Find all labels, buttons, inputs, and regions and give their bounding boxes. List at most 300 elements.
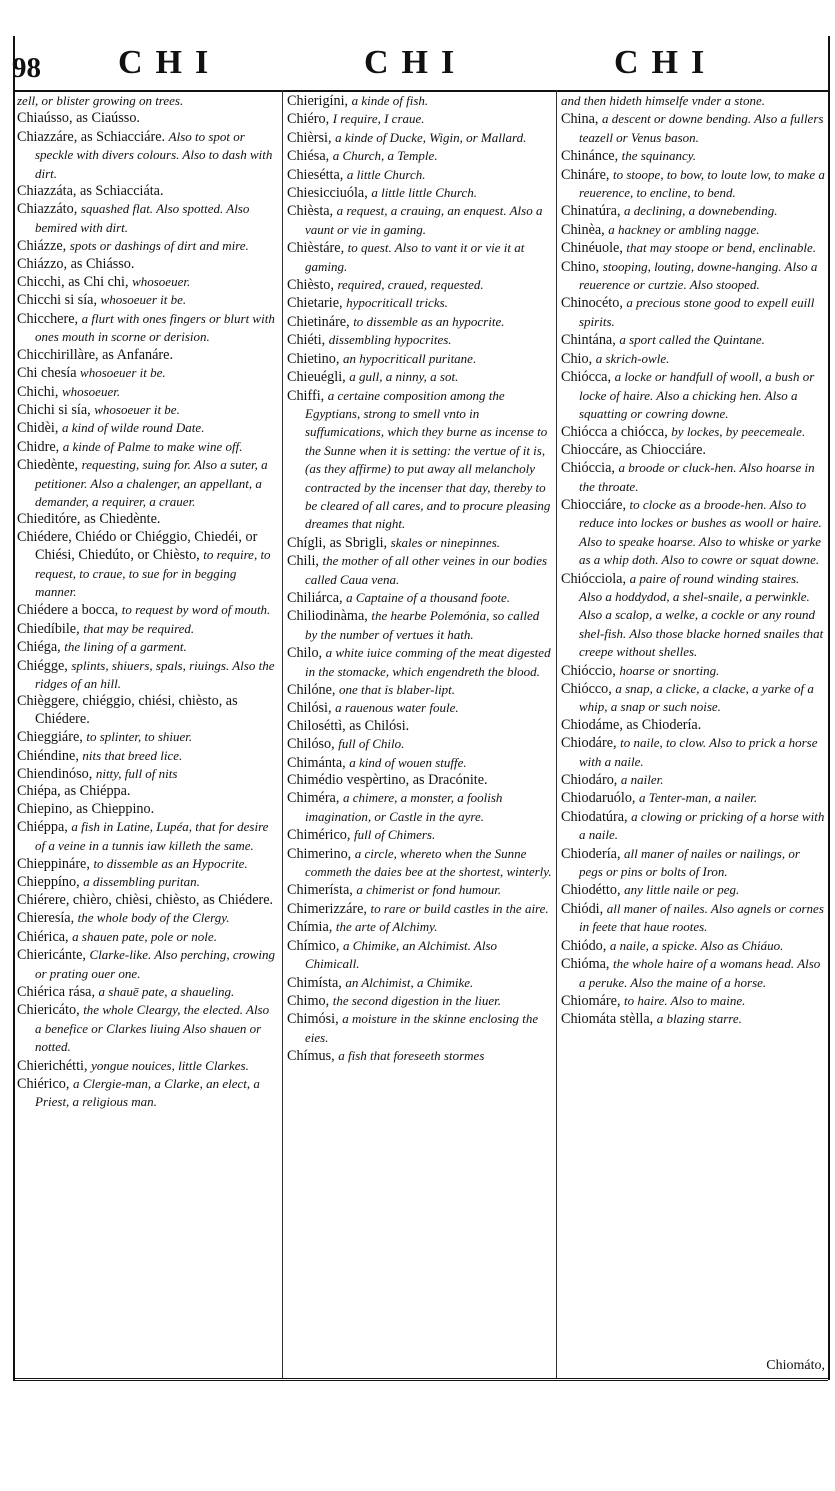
dictionary-entry bbox=[17, 438, 278, 456]
entry-definition: a shauen pate, pole or nole. bbox=[72, 928, 217, 944]
entry-definition: a Captaine of a thousand foote. bbox=[346, 589, 511, 605]
entry-headword: Chiésa, bbox=[287, 148, 330, 165]
entry-definition: a kinde of Palme to make wine off. bbox=[62, 438, 243, 454]
dictionary-entry bbox=[17, 237, 278, 255]
dictionary-entry bbox=[17, 310, 278, 347]
entry-definition: the whole haire of a womans head. Also a peruke. Also the maine of a horse. bbox=[579, 956, 821, 990]
dictionary-entry bbox=[287, 754, 552, 772]
entry-definition: hoarse or snorting. bbox=[619, 662, 720, 678]
entry-headword: Chimósi, bbox=[287, 1011, 339, 1028]
dictionary-entry bbox=[287, 350, 552, 368]
entry-headword: Chiéga, bbox=[17, 639, 61, 656]
entry-headword: Chiazzáta, as Schiacciáta. bbox=[17, 183, 164, 200]
entry-definition: whosoeuer. bbox=[61, 383, 121, 399]
entry-definition: dissembling hypocrites. bbox=[328, 332, 452, 348]
entry-headword: Chieppináre, bbox=[17, 856, 90, 873]
entry-headword: Chidre, bbox=[17, 438, 60, 455]
entry-headword: Chicchi si sía, bbox=[17, 292, 97, 309]
entry-definition: a precious stone good to expell euill spirits. bbox=[579, 295, 815, 329]
entry-definition: a sport called the Quintane. bbox=[619, 332, 765, 348]
dictionary-entry bbox=[287, 387, 552, 534]
entry-headword: Chièsto, bbox=[287, 277, 334, 294]
entry-definition: Clarke-like. Also perching, crowing or prating ouer one. bbox=[35, 947, 275, 981]
dictionary-entry bbox=[561, 442, 825, 459]
entry-definition: one that is blaber-lipt. bbox=[339, 682, 456, 697]
entry-headword: Chiérica, bbox=[17, 928, 69, 945]
dictionary-entry bbox=[287, 607, 552, 644]
running-head-left: CHI bbox=[118, 44, 222, 81]
entry-headword: Chimédio vespèrtino, as Dracónite. bbox=[287, 772, 488, 789]
dictionary-entry bbox=[287, 552, 552, 589]
dictionary-entry bbox=[287, 974, 552, 992]
entry-definition: I require, I craue. bbox=[332, 111, 425, 127]
entry-definition: to quest. Also to vant it or vie it at gaming. bbox=[305, 240, 525, 274]
dictionary-entry bbox=[17, 401, 278, 419]
dictionary-entry bbox=[17, 364, 278, 382]
entry-definition: a chimerist or fond humour. bbox=[356, 882, 502, 898]
entry-definition: yongue nouices, little Clarkes. bbox=[91, 1057, 249, 1073]
entry-headword: Chiérica rása, bbox=[17, 983, 95, 1000]
entry-headword: Chinatúra, bbox=[561, 203, 621, 220]
entry-headword: Chiomáta stèlla, bbox=[561, 1011, 654, 1028]
entry-definition: a gull, a ninny, a sot. bbox=[349, 369, 459, 385]
entry-definition: a kind of wouen stuffe. bbox=[349, 754, 467, 770]
entry-headword: Chímico, bbox=[287, 937, 340, 954]
dictionary-entry bbox=[561, 350, 825, 368]
dictionary-entry bbox=[561, 92, 825, 110]
entry-definition: full of Chilo. bbox=[338, 736, 405, 752]
entry-definition: full of Chimers. bbox=[353, 827, 436, 843]
entry-definition: a shauē pate, a shaueling. bbox=[98, 983, 235, 999]
entry-definition: a paire of round winding staires. Also a hoddydod, a shel-snaile, a perwinkle. Also a scalop, a welke, a cockle or any round shel-fish. Also those blacke horned snailes that creepe without shelles. bbox=[579, 570, 824, 660]
dictionary-entry bbox=[287, 735, 552, 753]
dictionary-entry bbox=[287, 202, 552, 239]
entry-definition: and then hideth himselfe vnder a stone. bbox=[561, 93, 765, 108]
dictionary-entry bbox=[287, 331, 552, 349]
dictionary-entry bbox=[17, 511, 278, 528]
entry-definition: to haire. Also to maine. bbox=[624, 992, 746, 1008]
dictionary-entry bbox=[17, 928, 278, 946]
entry-headword: Chièstáre, bbox=[287, 240, 345, 257]
entry-headword: Chiodaruólo, bbox=[561, 790, 636, 807]
entry-definition: a descent or downe bending. Also a fullers teazell or Venus bason. bbox=[579, 111, 824, 145]
entry-headword: Chieggiáre, bbox=[17, 729, 83, 746]
running-head-center: CHI bbox=[364, 44, 468, 81]
entry-definition: the whole Cleargy, the elected. Also a benefice or Clarkes liuing Also shauen or notted. bbox=[35, 1002, 270, 1055]
dictionary-entry bbox=[287, 313, 552, 331]
entry-definition: a little Church. bbox=[346, 166, 426, 182]
entry-headword: Chili, bbox=[287, 553, 319, 570]
dictionary-entry bbox=[17, 256, 278, 273]
dictionary-entry bbox=[287, 845, 552, 882]
entry-headword: Chiffi, bbox=[287, 387, 325, 404]
entry-headword: Chinánce, bbox=[561, 148, 619, 165]
page-header bbox=[0, 40, 835, 90]
dictionary-entry bbox=[17, 909, 278, 927]
entry-headword: Chieditóre, as Chiedènte. bbox=[17, 511, 161, 528]
entry-headword: Chiéro, bbox=[287, 111, 330, 128]
entry-headword: Chiepino, as Chieppino. bbox=[17, 800, 155, 817]
entry-headword: Chiomáre, bbox=[561, 992, 621, 1009]
entry-definition: a little little Church. bbox=[371, 185, 478, 201]
entry-headword: Chióma, bbox=[561, 956, 610, 973]
dictionary-entry bbox=[561, 110, 825, 147]
entry-definition: zell, or blister growing on trees. bbox=[17, 93, 184, 108]
entry-headword: Chiéti, bbox=[287, 332, 326, 349]
catchword: Chiomáto, bbox=[766, 1358, 825, 1373]
entry-definition: a kinde of fish. bbox=[351, 93, 429, 108]
dictionary-entry bbox=[287, 239, 552, 276]
dictionary-entry bbox=[17, 855, 278, 873]
entry-headword: Chináre, bbox=[561, 166, 610, 183]
dictionary-entry bbox=[287, 276, 552, 294]
dictionary-entry bbox=[17, 638, 278, 656]
dictionary-entry bbox=[561, 734, 825, 771]
dictionary-entry bbox=[561, 992, 825, 1010]
entry-headword: Chietináre, bbox=[287, 313, 350, 330]
dictionary-entry bbox=[287, 900, 552, 918]
entry-headword: Chiliodinàma, bbox=[287, 608, 368, 625]
entry-headword: Chimerizzáre, bbox=[287, 900, 367, 917]
dictionary-entry bbox=[17, 601, 278, 619]
dictionary-entry bbox=[17, 620, 278, 638]
entry-definition: to clocke as a broode-hen. Also to reduce into lockes or bushes as wooll or haire. Also to speake hoarse. Also to whiske or yarke as a whip doth. Also to cowre or squat downe. bbox=[579, 496, 822, 568]
entry-headword: Chimo, bbox=[287, 992, 330, 1009]
entry-definition: a blazing starre. bbox=[656, 1011, 742, 1027]
dictionary-entry bbox=[287, 368, 552, 386]
dictionary-entry bbox=[287, 644, 552, 681]
entry-definition: whosoeuer it be. bbox=[94, 401, 180, 417]
entry-headword: Chímia, bbox=[287, 919, 333, 936]
running-head-right: CHI bbox=[614, 44, 718, 81]
dictionary-entry bbox=[17, 1075, 278, 1112]
entry-headword: Chiéndine, bbox=[17, 747, 79, 764]
entry-headword: Chièsta, bbox=[287, 203, 334, 220]
dictionary-entry bbox=[17, 873, 278, 891]
dictionary-entry bbox=[561, 258, 825, 295]
entry-headword: Chiazzáto, bbox=[17, 201, 78, 218]
entry-definition: nitty, full of nits bbox=[95, 766, 178, 782]
dictionary-entry bbox=[17, 529, 278, 602]
entry-headword: Chiendinóso, bbox=[17, 766, 93, 783]
dictionary-entry bbox=[561, 771, 825, 789]
entry-headword: Chiesétta, bbox=[287, 166, 344, 183]
entry-headword: Chietino, bbox=[287, 350, 340, 367]
dictionary-entry bbox=[561, 166, 825, 203]
entry-definition: an Alchimist, a Chimike. bbox=[345, 974, 474, 990]
entry-headword: Chieresía, bbox=[17, 910, 75, 927]
dictionary-entry bbox=[561, 845, 825, 882]
entry-definition: to stoope, to bow, to loute low, to make a reuerence, to encline, to bend. bbox=[579, 166, 825, 201]
entry-headword: Chicchere, bbox=[17, 310, 79, 327]
entry-headword: Chiázzo, as Chiásso. bbox=[17, 255, 135, 272]
entry-headword: Chimerísta, bbox=[287, 882, 353, 899]
entry-headword: Chióccio, bbox=[561, 662, 616, 679]
dictionary-entry bbox=[17, 946, 278, 983]
entry-headword: Chiodería, bbox=[561, 845, 621, 862]
dictionary-entry bbox=[17, 456, 278, 511]
dictionary-entry bbox=[561, 881, 825, 899]
entry-definition: a Clergie-man, a Clarke, an elect, a Priest, a religious man. bbox=[35, 1075, 260, 1110]
entry-headword: Chimánta, bbox=[287, 754, 346, 771]
entry-definition: whosoeuer it be. bbox=[80, 365, 166, 381]
entry-headword: Chiépa, as Chiéppa. bbox=[17, 783, 131, 800]
dictionary-entry bbox=[561, 900, 825, 937]
entry-definition: a chimere, a monster, a foolish imagination, or Castle in the ayre. bbox=[305, 790, 503, 824]
entry-definition: splints, shiuers, spals, riuings. Also the ridges of an hill. bbox=[35, 657, 275, 691]
entry-definition: nits that breed lice. bbox=[82, 747, 183, 763]
entry-definition: the lining of a garment. bbox=[64, 639, 187, 655]
dictionary-entry bbox=[287, 789, 552, 826]
dictionary-entry bbox=[17, 273, 278, 291]
dictionary-entry bbox=[287, 147, 552, 165]
dictionary-entry bbox=[17, 983, 278, 1001]
entry-headword: Chiliárca, bbox=[287, 589, 343, 606]
dictionary-entry bbox=[17, 291, 278, 309]
entry-definition: by lockes, by peecemeale. bbox=[671, 424, 806, 440]
column-divider bbox=[556, 90, 557, 1378]
entry-definition: the arte of Alchimy. bbox=[335, 919, 438, 935]
entry-headword: Chiérere, chièro, chièsi, chièsto, as Chiédere. bbox=[17, 891, 274, 908]
entry-headword: Chiérico, bbox=[17, 1075, 70, 1092]
dictionary-entry bbox=[17, 1057, 278, 1075]
dictionary-entry bbox=[17, 693, 278, 728]
dictionary-entry bbox=[561, 459, 825, 496]
entry-headword: Chièggere, chiéggio, chiési, chièsto, as Chiédere. bbox=[17, 693, 238, 727]
entry-definition: a skrich-owle. bbox=[595, 350, 670, 366]
entry-definition: to splinter, to shiuer. bbox=[86, 729, 193, 745]
entry-headword: Chiédere, Chiédo or Chiéggio, Chiedéi, or Chiési, Chiedúto, or Chièsto, bbox=[17, 528, 258, 564]
entry-headword: Chiesicciuóla, bbox=[287, 185, 368, 202]
entry-headword: Chimerino, bbox=[287, 845, 352, 862]
entry-headword: Chimísta, bbox=[287, 974, 342, 991]
entry-headword: Chimérico, bbox=[287, 827, 351, 844]
dictionary-entry bbox=[17, 1001, 278, 1056]
entry-definition: any little naile or peg. bbox=[624, 882, 740, 898]
dictionary-entry bbox=[561, 294, 825, 331]
frame-left-rule bbox=[13, 36, 15, 1380]
dictionary-entry bbox=[287, 184, 552, 202]
entry-definition: a hackney or ambling nagge. bbox=[608, 221, 760, 237]
entry-definition: a kinde of Ducke, Wigin, or Mallard. bbox=[335, 129, 527, 145]
dictionary-entry bbox=[287, 1047, 552, 1065]
dictionary-entry bbox=[561, 570, 825, 662]
page-number: 98 bbox=[12, 52, 41, 84]
dictionary-entry bbox=[17, 818, 278, 855]
entry-definition: a naile, a spicke. Also as Chiáuo. bbox=[609, 937, 784, 953]
entry-headword: Chiodétto, bbox=[561, 882, 621, 899]
entry-headword: Chidèi, bbox=[17, 420, 59, 437]
entry-definition: a rauenous water foule. bbox=[335, 700, 459, 716]
entry-headword: Chiócciola, bbox=[561, 570, 627, 587]
dictionary-entry bbox=[287, 534, 552, 552]
dictionary-entry bbox=[561, 496, 825, 570]
entry-definition: to dissemble as an hypocrite. bbox=[353, 313, 505, 329]
dictionary-entry bbox=[17, 92, 278, 110]
dictionary-entry bbox=[287, 992, 552, 1010]
entry-headword: Chichi si sía, bbox=[17, 401, 91, 418]
entry-definition: to dissemble as an Hypocrite. bbox=[93, 856, 248, 872]
dictionary-entry bbox=[287, 937, 552, 974]
entry-headword: Chieuégli, bbox=[287, 369, 346, 386]
entry-definition: a Church, a Temple. bbox=[332, 148, 438, 164]
entry-definition: the mother of all other veines in our bodies called Caua vena. bbox=[305, 553, 548, 587]
entry-definition: whosoeuer it be. bbox=[100, 292, 187, 308]
entry-headword: Chímus, bbox=[287, 1048, 335, 1065]
entry-headword: Chiéppa, bbox=[17, 819, 68, 836]
entry-definition: the hearbe Polemónia, so called by the number of vertues it hath. bbox=[305, 608, 540, 642]
entry-headword: Chiódi, bbox=[561, 900, 604, 917]
entry-headword: Chilo, bbox=[287, 645, 323, 662]
entry-definition: the squinancy. bbox=[621, 148, 697, 164]
dictionary-entry bbox=[287, 92, 552, 110]
entry-headword: Chierichétti, bbox=[17, 1057, 88, 1074]
frame-right-rule bbox=[828, 36, 830, 1380]
entry-definition: requesting, suing for. Also a suter, a petitioner. Also a chalenger, an appellant, a demander, a requirer, a crauer. bbox=[35, 457, 268, 509]
dictionary-entry bbox=[17, 747, 278, 765]
entry-definition: a fish that foreseeth stormes bbox=[338, 1048, 485, 1064]
column-1 bbox=[17, 92, 278, 1112]
entry-headword: China, bbox=[561, 111, 599, 128]
entry-definition: an hypocriticall puritane. bbox=[342, 350, 477, 366]
entry-headword: Chiodáro, bbox=[561, 772, 618, 789]
entry-headword: Chicchirillàre, as Anfanáre. bbox=[17, 346, 173, 363]
entry-headword: Chilóso, bbox=[287, 736, 335, 753]
entry-definition: a broode or cluck-hen. Also hoarse in the throate. bbox=[579, 460, 815, 494]
dictionary-entry bbox=[561, 955, 825, 992]
entry-definition: a nailer. bbox=[620, 772, 664, 788]
entry-definition: a clowing or pricking of a horse with a naile. bbox=[579, 808, 825, 843]
entry-headword: Chio, bbox=[561, 350, 593, 367]
entry-headword: Chiócca a chiócca, bbox=[561, 424, 668, 441]
entry-definition: spots or dashings of dirt and mire. bbox=[69, 238, 249, 254]
dictionary-entry bbox=[287, 718, 552, 735]
entry-definition: a snap, a clicke, a clacke, a yarke of a whip, a snap or such noise. bbox=[579, 681, 814, 715]
entry-definition: Also to spot or speckle with divers colours. Also to dash with dirt. bbox=[35, 128, 273, 181]
entry-definition: a request, a crauing, an enquest. Also a vaunt or vie in gaming. bbox=[305, 203, 543, 237]
dictionary-entry bbox=[561, 221, 825, 239]
dictionary-entry bbox=[561, 662, 825, 680]
dictionary-entry bbox=[17, 892, 278, 909]
entry-headword: Chioccáre, as Chiocciáre. bbox=[561, 441, 706, 458]
entry-headword: Chiódo, bbox=[561, 937, 607, 954]
dictionary-entry bbox=[17, 183, 278, 200]
entry-definition: a locke or handfull of wooll, a bush or locke of haire. Also a chicking hen. Also a squatting or cowring downe. bbox=[579, 369, 815, 421]
entry-headword: Chiméra, bbox=[287, 790, 340, 807]
dictionary-entry bbox=[287, 589, 552, 607]
entry-headword: Chiodáme, as Chiodería. bbox=[561, 716, 702, 733]
entry-definition: a circle, whereto when the Sunne commeth the daies bee at the shortest, winterly. bbox=[305, 845, 552, 880]
entry-headword: Chiodáre, bbox=[561, 735, 617, 752]
dictionary-entry bbox=[287, 772, 552, 789]
entry-definition: to request by word of mouth. bbox=[121, 602, 271, 618]
entry-definition: all maner of nailes or nailings, or pegs or pins or bolts of Iron. bbox=[579, 845, 800, 880]
entry-headword: Chiericáto, bbox=[17, 1002, 80, 1019]
entry-headword: Chilóne, bbox=[287, 682, 336, 698]
entry-headword: Chinèa, bbox=[561, 221, 605, 238]
entry-headword: Chilósi, bbox=[287, 700, 332, 717]
dictionary-entry bbox=[561, 680, 825, 717]
dictionary-entry bbox=[561, 717, 825, 734]
dictionary-entry bbox=[561, 202, 825, 220]
entry-definition: to rare or build castles in the aire. bbox=[370, 900, 549, 916]
dictionary-entry bbox=[17, 728, 278, 746]
entry-headword: Chiedènte, bbox=[17, 457, 79, 474]
dictionary-entry bbox=[561, 331, 825, 349]
entry-definition: to require, to request, to craue, to sue for in begging manner. bbox=[35, 547, 271, 599]
entry-definition: a fish in Latine, Lupéa, that for desire of a veine in a tunnis iaw killeth the same. bbox=[35, 819, 269, 853]
dictionary-entry bbox=[17, 765, 278, 783]
dictionary-entry bbox=[287, 294, 552, 312]
dictionary-entry bbox=[17, 657, 278, 694]
entry-headword: Chióccia, bbox=[561, 460, 615, 477]
dictionary-entry bbox=[17, 200, 278, 237]
entry-definition: to naile, to clow. Also to prick a horse with a naile. bbox=[579, 735, 818, 769]
dictionary-entry bbox=[561, 1010, 825, 1028]
column-divider bbox=[282, 90, 283, 1378]
entry-headword: Chinocéto, bbox=[561, 295, 623, 312]
entry-headword: Chintána, bbox=[561, 332, 616, 349]
dictionary-entry bbox=[287, 826, 552, 844]
dictionary-entry bbox=[561, 147, 825, 165]
entry-headword: Chierigíni, bbox=[287, 93, 349, 109]
dictionary-entry bbox=[17, 110, 278, 127]
entry-definition: that may be required. bbox=[83, 620, 195, 636]
dictionary-entry bbox=[561, 239, 825, 257]
entry-headword: Chièrsi, bbox=[287, 129, 332, 146]
dictionary-entry bbox=[287, 681, 552, 699]
column-2 bbox=[287, 92, 552, 1066]
entry-headword: Chinéuole, bbox=[561, 240, 623, 257]
entry-definition: the whole body of the Clergy. bbox=[77, 910, 230, 926]
entry-headword: Chiazzáre, as Schiacciáre. bbox=[17, 128, 166, 145]
entry-definition: required, craued, requested. bbox=[337, 277, 484, 293]
dictionary-entry bbox=[17, 383, 278, 401]
entry-definition: a flurt with ones fingers or blurt with ones mouth in scorne or derision. bbox=[35, 310, 275, 345]
dictionary-entry bbox=[561, 423, 825, 441]
dictionary-entry bbox=[287, 129, 552, 147]
entry-definition: whosoeuer. bbox=[132, 274, 191, 290]
dictionary-entry bbox=[561, 937, 825, 955]
entry-headword: Chiócco, bbox=[561, 681, 612, 697]
entry-definition: a white iuice comming of the meat digested in the stomacke, which engendreth the blood. bbox=[305, 645, 551, 679]
dictionary-entry bbox=[17, 347, 278, 364]
entry-headword: Chiaússo, as Ciaússo. bbox=[17, 110, 140, 127]
entry-definition: a dissembling puritan. bbox=[83, 874, 200, 890]
entry-definition: a certaine composition among the Egyptians, strong to smell vnto in suffumications, which they burne as incense to the Sunne when it is setting: the vertue of it is, (as they affirme) to put away all melancholy contracted by the incenser that day, thereby to be cleared of all cares, and to procure pleasing dreames that night. bbox=[305, 387, 551, 532]
dictionary-entry bbox=[17, 783, 278, 800]
entry-headword: Chiócca, bbox=[561, 369, 612, 386]
entry-headword: Chi chesía bbox=[17, 365, 77, 382]
entry-headword: Chicchi, as Chi chi, bbox=[17, 274, 129, 291]
column-3 bbox=[561, 92, 825, 1029]
entry-headword: Chígli, as Sbrigli, bbox=[287, 534, 388, 551]
dictionary-entry bbox=[17, 419, 278, 437]
dictionary-entry bbox=[287, 699, 552, 717]
entry-definition: skales or ninepinnes. bbox=[390, 534, 501, 550]
entry-headword: Chiericánte, bbox=[17, 947, 86, 964]
entry-definition: the second digestion in the liuer. bbox=[332, 992, 501, 1008]
footer-rule bbox=[13, 1378, 828, 1381]
entry-headword: Chiédere a bocca, bbox=[17, 602, 119, 619]
entry-headword: Chino, bbox=[561, 258, 600, 275]
entry-headword: Chietarie, bbox=[287, 295, 343, 312]
entry-definition: a Tenter-man, a nailer. bbox=[639, 790, 758, 806]
dictionary-entry bbox=[561, 789, 825, 807]
entry-definition: a kind of wilde round Date. bbox=[61, 420, 205, 436]
dictionary-entry bbox=[287, 918, 552, 936]
entry-definition: a declining, a downebending. bbox=[624, 203, 778, 219]
